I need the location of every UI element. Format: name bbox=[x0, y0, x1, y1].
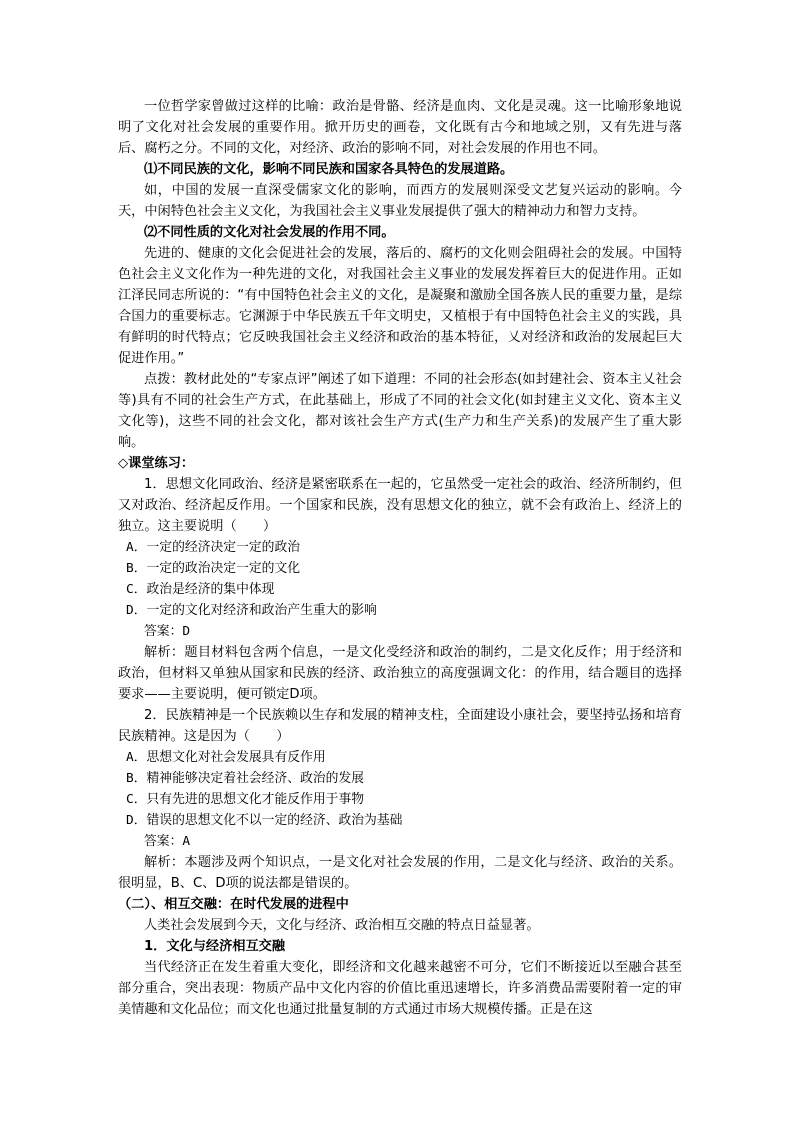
heading-culture-nature: ⑵不同性质的文化对社会发展的作用不同。 bbox=[144, 225, 395, 240]
q2-option-c: C．只有先进的思想文化才能反作用于事物 bbox=[126, 792, 365, 807]
practice-title: ◇课堂练习： bbox=[118, 456, 195, 471]
q1-option-b: B．一定的政治决定一定的文化 bbox=[126, 561, 301, 576]
paragraph-example: 如，中国的发展一直深受儒家文化的影响，而西方的发展则深受文艺复兴运动的影响。今天，中闲特色社会主义文化，为我国社会主义事业发展提供了强大的精神动力和智力支持。 bbox=[118, 183, 682, 219]
question-2: 2．民族精神是一个民族赖以生存和发展的精神支柱，全面建设小康社会，要坚持弘扬和培育民族精神。这是因为（ ） bbox=[118, 708, 682, 744]
q2-option-a: A．思想文化对社会发展具有反作用 bbox=[126, 750, 326, 765]
question-1: 1．思想文化同政治、经济是紧密联系在一起的，它虽然受一定社会的政治、经济所制约，但又对政治、经济起反作用。一个国家和民族，没有思想文化的独立，就不会有政治上、经济上的独立。这主要说明（ ） bbox=[118, 477, 682, 534]
q1-option-c: C．政治是经济的集中体现 bbox=[126, 582, 275, 597]
q1-answer: 答案：D bbox=[144, 624, 191, 639]
paragraph-integration: 人类社会发展到今天，文化与经济、政治相互交融的特点日益显著。 bbox=[144, 918, 540, 933]
paragraph-dianbo: 点拨：教材此处的“专家点评”阐述了如下道理：不同的社会形态(如封建社会、资本主乂社会等)具有不同的社会生产方式，在此基础上，形成了不同的社会文化(如封建主义文化、资本主义文化等)，这些不同的社会文化，都对该社会生产方式(生产力和生产关系)的发展产生了重大影响。 bbox=[118, 372, 682, 450]
q2-option-d: D．错误的思想文化不以一定的经济、政治为基础 bbox=[126, 813, 403, 828]
heading-culture-economy: 1．文化与经济相互交融 bbox=[144, 939, 286, 954]
heading-national-culture: ⑴不同民族的文化，影响不同民族和国家各具特色的发展道路。 bbox=[144, 162, 514, 177]
q2-option-b: B．精神能够决定着社会经济、政治的发展 bbox=[126, 771, 365, 786]
q1-option-a: A．一定的经济决定一定的政治 bbox=[126, 540, 301, 555]
q1-option-d: D．一定的文化对经济和政治产生重大的影响 bbox=[126, 603, 377, 618]
document-body bbox=[118, 96, 682, 1020]
q1-analysis: 解析：题目材料包含两个信息，一是文化受经济和政治的制约，二是文化反作；用于经济和政治，但材料又单独从国家和民族的经济、政治独立的高度强调文化：的作用，结合题目的选择要求——主要说明，便可锁定D项。 bbox=[118, 645, 682, 702]
paragraph-economy: 当代经济正在发生着重大变化，即经济和文化越来越密不可分，它们不断接近以至融合甚至部分重合，突出表现：物质产品中文化内容的价值比重迅速增长，许多消费品需要附着一定的审美情趣和文化品位；而文化也通过批量复制的方式通过市场大规模传播。正是在这 bbox=[118, 960, 682, 1017]
q2-analysis: 解析：本题涉及两个知识点，一是文化对社会发展的作用，二是文化与经济、政治的关系。很明显，B、C、D项的说法都是错误的。 bbox=[118, 855, 682, 891]
section-2-heading: （二）、相互交融：在时代发展的进程中 bbox=[118, 897, 349, 912]
paragraph-intro: 一位哲学家曾做过这样的比喻：政治是骨骼、经济是血肉、文化是灵魂。这一比喻形象地说明了文化对社会发展的重要作用。掀开历史的画卷，文化既有古今和地域之别，又有先进与落后、腐朽之分。不同的文化，对经济、政治的影响不同，对社会发展的作用也不同。 bbox=[118, 99, 682, 156]
q2-answer: 答案：A bbox=[144, 834, 191, 849]
paragraph-advanced-culture: 先进的、健康的文化会促进社会的发展，落后的、腐朽的文化则会阻碍社会的发展。中国特色社会主义文化作为一种先进的文化，对我国社会主义事业的发展发挥着巨大的促进作用。正如江泽民同志所说的：“有中国特色社会主义的文化，是凝聚和激励全国各族人民的重要力量，是综合国力的重要标志。它渊源于中华民族五千年文明史，又植根于有中国特色社会主义的实践，具有鲜明的时代特点；它反映我国社会主义经济和政治的基本特征，乂对经济和政治的发展起巨大促进作用。” bbox=[118, 246, 682, 366]
